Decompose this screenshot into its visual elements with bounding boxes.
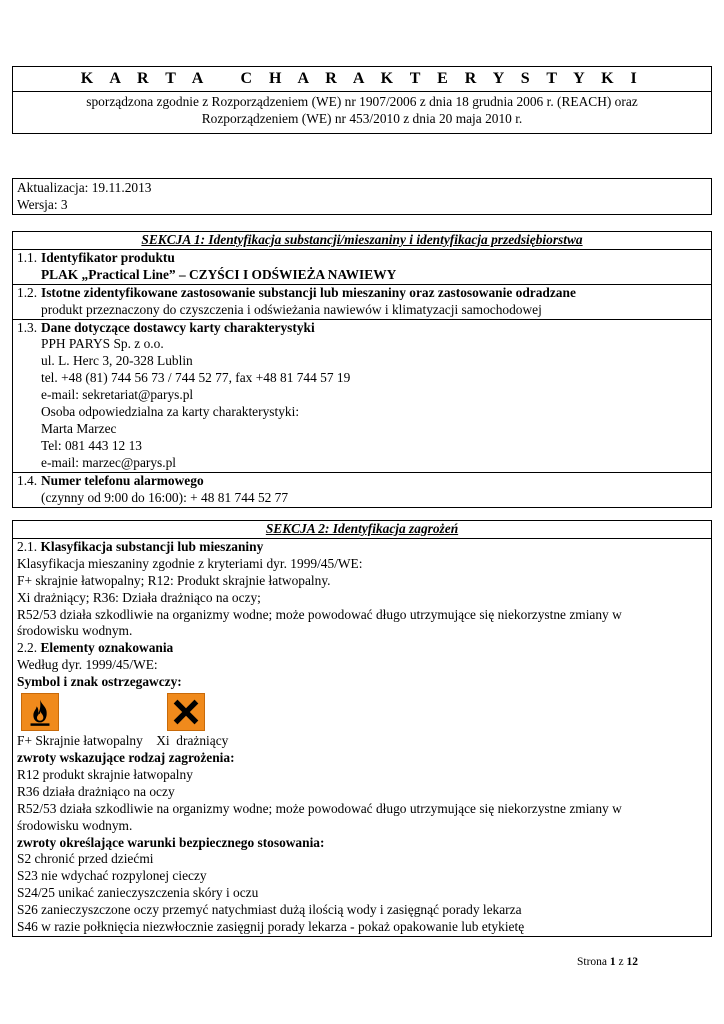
product-use: produkt przeznaczony do czyszczenia i odświeżania nawiewów i klimatyzacji samochodowej: [41, 301, 542, 317]
r-phrase: R36 działa drażniąco na oczy: [17, 783, 175, 799]
subsection-title: Istotne zidentyfikowane zastosowanie substancji lub mieszaniny oraz zastosowanie odradzane: [41, 284, 576, 300]
subsection-title: Elementy oznakowania: [40, 640, 174, 656]
s-phrase: S26 zanieczyszczone oczy przemyć natychmiast dużą ilością wody i zasięgnąć porady lekarza: [17, 902, 522, 918]
classification-line: środowisku wodnym.: [17, 623, 133, 639]
subsection-1-4: 1.4. Numer telefonu alarmowego (czynny od 9:00 do 16:00): + 48 81 744 52 77: [13, 473, 711, 507]
r-phrase: środowisku wodnym.: [17, 817, 133, 833]
supplier-line: Marta Marzec: [41, 420, 117, 436]
product-name: PLAK „Practical Line” – CZYŚCI I ODŚWIEŻA NAWIEWY: [41, 266, 397, 282]
s-phrase: S23 nie wdychać rozpylonej cieczy: [17, 868, 207, 884]
update-date: Aktualizacja: 19.11.2013: [17, 180, 152, 195]
section-1-heading: SEKCJA 1: Identyfikacja substancji/mieszaniny i identyfikacja przedsiębiorstwa: [13, 232, 711, 250]
subsection-1-3: 1.3. Dane dotyczące dostawcy karty charakterystyki PPH PARYS Sp. z o.o. ul. L. Herc 3, 20-328 Lublin tel. +48 (81) 744 56 73 / 744 52 77, fax +48 81 744 57 19 e-mail: sekretariat@parys.pl Osoba odpowiedzialna za karty charakterystyki: Marta Marzec Tel: 081 443 12 13 e-mail: marzec@parys.pl: [13, 320, 711, 473]
symbol-heading: Symbol i znak ostrzegawczy:: [17, 674, 182, 690]
r-phrase: R52/53 działa szkodliwie na organizmy wodne; może powodować długo utrzymujące się niekorzystne zmiany w: [17, 800, 622, 816]
classification-line: R52/53 działa szkodliwie na organizmy wodne; może powodować długo utrzymujące się niekorzystne zmiany w: [17, 606, 622, 622]
supplier-line: Osoba odpowiedzialna za karty charakterystyki:: [41, 404, 300, 420]
directive-line: Według dyr. 1999/45/WE:: [17, 657, 158, 673]
supplier-line: Tel: 081 443 12 13: [41, 437, 142, 453]
subsection-1-2: 1.2. Istotne zidentyfikowane zastosowanie substancji lub mieszaniny oraz zastosowanie odradzane produkt przeznaczony do czyszczenia i odświeżania nawiewów i klimatyzacji samochodowej: [13, 285, 711, 320]
irritant-x-icon: [167, 693, 205, 731]
classification-line: F+ skrajnie łatwopalny; R12: Produkt skrajnie łatwopalny.: [17, 572, 331, 588]
version: Wersja: 3: [17, 196, 68, 212]
r-phrase: R12 produkt skrajnie łatwopalny: [17, 766, 193, 782]
supplier-line: ul. L. Herc 3, 20-328 Lublin: [41, 353, 193, 369]
supplier-line: tel. +48 (81) 744 56 73 / 744 52 77, fax +48 81 744 57 19: [41, 370, 351, 386]
flame-icon: [21, 693, 59, 731]
section-1: [12, 231, 712, 508]
symbol-caption: F+ Skrajnie łatwopalny Xi drażniący: [17, 733, 229, 749]
subsection-title: Numer telefonu alarmowego: [41, 472, 204, 488]
r-phrases-heading: zwroty wskazujące rodzaj zagrożenia:: [17, 749, 235, 765]
emergency-phone: (czynny od 9:00 do 16:00): + 48 81 744 52 77: [41, 489, 289, 505]
subsection-2-1-and-2-2: 2.1. Klasyfikacja substancji lub mieszaniny Klasyfikacja mieszaniny zgodnie z kryteriami dyr. 1999/45/WE: F+ skrajnie łatwopalny; R12: Produkt skrajnie łatwopalny. Xi drażniący; R36: Działa drażniąco na oczy; R52/53 działa szkodliwie na organizmy wodne; może powodować długo utrzymujące się niekorzystne zmiany w środowisku wodnym. 2.2. Elementy oznakowania Według dyr. 1999/45/WE: Symbol i znak ostrzegawczy: F+ Skrajnie łatwopalny Xi drażniący zwroty wskazujące rodzaj zagrożenia: R12 produkt skrajnie łatwopalny R36 działa drażniąco na oczy R52/53 działa szkodliwie na organizmy wodne; może powodować długo utrzymujące się niekorzystne zmiany w środowisku wodnym. zwroty określające warunki bezpiecznego stosowania: S2 chronić przed dziećmi S23 nie wdychać rozpylonej cieczy S24/25 unikać zanieczyszczenia skóry i oczu S26 zanieczyszczone oczy przemyć natychmiast dużą ilością wody i zasięgnąć porady lekarza S46 w razie połknięcia niezwłocznie zasięgnij porady lekarza - pokaż opakowanie lub etykietę: [13, 539, 711, 936]
s-phrase: S24/25 unikać zanieczyszczenia skóry i oczu: [17, 885, 259, 901]
document-title: K A R T A C H A R A K T E R Y S T Y K I: [13, 67, 711, 92]
page-number: Strona 1 z 12: [576, 956, 638, 968]
subsection-title: Identyfikator produktu: [41, 249, 175, 265]
classification-line: Klasyfikacja mieszaniny zgodnie z kryteriami dyr. 1999/45/WE:: [17, 555, 363, 571]
subsection-title: Dane dotyczące dostawcy karty charakterystyki: [41, 319, 315, 335]
hazard-pictograms: [17, 691, 707, 733]
supplier-line: PPH PARYS Sp. z o.o.: [41, 336, 164, 352]
document-subtitle: sporządzona zgodnie z Rozporządzeniem (WE) nr 1907/2006 z dnia 18 grudnia 2006 r. (REACH) oraz Rozporządzeniem (WE) nr 453/2010 z dnia 20 maja 2010 r.: [86, 94, 638, 126]
supplier-line: e-mail: marzec@parys.pl: [41, 454, 177, 470]
revision-info: [12, 178, 712, 215]
section-2-heading: SEKCJA 2: Identyfikacja zagrożeń: [13, 521, 711, 539]
document-header: [12, 66, 712, 134]
s-phrases-heading: zwroty określające warunki bezpiecznego stosowania:: [17, 834, 325, 850]
s-phrase: S46 w razie połknięcia niezwłocznie zasięgnij porady lekarza - pokaż opakowanie lub etykietę: [17, 919, 525, 935]
subsection-title: Klasyfikacja substancji lub mieszaniny: [40, 538, 264, 554]
s-phrase: S2 chronić przed dziećmi: [17, 851, 154, 867]
section-2: [12, 520, 712, 937]
supplier-line: e-mail: sekretariat@parys.pl: [41, 387, 194, 403]
classification-line: Xi drażniący; R36: Działa drażniąco na oczy;: [17, 589, 261, 605]
subsection-1-1: 1.1. Identyfikator produktu PLAK „Practical Line” – CZYŚCI I ODŚWIEŻA NAWIEWY: [13, 250, 711, 285]
